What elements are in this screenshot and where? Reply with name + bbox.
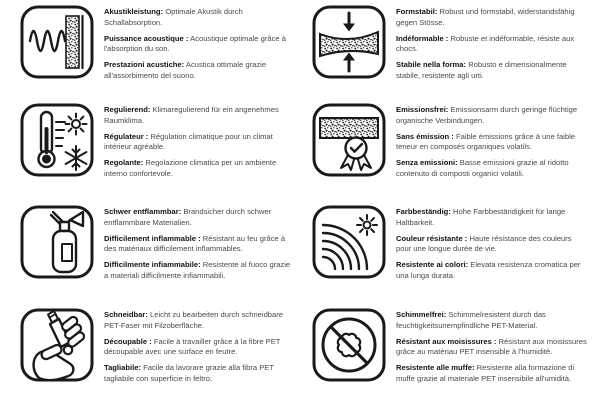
feature-acoustic-texts	[104, 5, 296, 87]
compression-arrows-icon	[312, 5, 386, 79]
text-fr: Découpable : Facile à travailler grâce à la fibre PET découpable avec une surface en feutre.	[104, 336, 281, 357]
feature-mold-free-texts	[396, 308, 588, 390]
text-de: Schwer entflammbar: Brandsicher durch schwer entflammbare Materialien.	[104, 207, 272, 227]
text-de: Akustikleistung: Optimale Akustik durch Schallabsorption.	[104, 7, 243, 27]
text-de: Regulierend: Klimaregulierend für ein angenehmes Raumklima.	[104, 105, 279, 125]
feature-climate-regulation	[20, 103, 312, 205]
hand-cutter-icon	[20, 308, 94, 382]
text-it: Regolante: Regolazione climatica per un ambiente interno confortevole.	[104, 158, 277, 178]
feature-form-stability-texts	[396, 5, 588, 87]
feature-climate-regulation-texts	[104, 103, 296, 185]
no-mold-icon	[312, 308, 386, 382]
feature-flame-retardant-texts	[104, 205, 296, 287]
text-it: Resistente alle muffe: Resistente alla formazione di muffe grazie al materiale PET insensibile all'umidità.	[396, 363, 575, 383]
text-it: Resistente ai colori: Elevata resistenza cromatica per una lunga durata.	[396, 260, 581, 280]
text-it: Stabile nella forma: Robusto e dimensionalmente stabile, resistente agli urti.	[396, 60, 567, 80]
feature-form-stability	[312, 5, 600, 103]
fire-extinguisher-icon	[20, 205, 94, 279]
feature-emission-free-texts	[396, 103, 588, 185]
text-fr: Couleur résistante : Haute résistance des couleurs pour une longue durée de vie.	[396, 233, 572, 254]
feature-flame-retardant	[20, 205, 312, 308]
text-fr: Puissance acoustique : Acoustique optimale grâce à l'absorption du son.	[104, 33, 286, 54]
text-de: Schimmelfrei: Schimmelresistent durch das feuchtigkeitsunempfindliche PET-Material.	[396, 310, 546, 330]
certificate-badge-icon	[312, 103, 386, 177]
text-de: Farbbeständig: Hohe Farbbeständigkeit für lange Haltbarkeit.	[396, 207, 566, 227]
rainbow-sun-icon	[312, 205, 386, 279]
feature-cuttable	[20, 308, 312, 390]
feature-acoustic	[20, 5, 312, 103]
text-fr: Régulateur : Régulation climatique pour un climat intérieur agréable.	[104, 131, 273, 152]
text-de: Schneidbar: Leicht zu bearbeiten durch schneidbare PET-Faser mit Filzoberfläche.	[104, 310, 283, 330]
text-fr: Sans émission : Faible émissions grâce à une faible teneur en composés organiques volatils.	[396, 131, 575, 152]
feature-emission-free	[312, 103, 600, 205]
text-it: Difficilmente infiammabile: Resistente al fuoco grazie a materiali difficilmente infiammabili.	[104, 260, 291, 280]
text-de: Emissionsfrei: Emissionsarm durch geringe flüchtige organische Verbindungen.	[396, 105, 578, 125]
feature-color-fast	[312, 205, 600, 308]
text-fr: Résistant aux moisissures : Résistant aux moisissures grâce au matériau PET insensible à l'humidité.	[396, 336, 587, 357]
text-fr: Difficilement inflammable : Résistant au feu grâce à des matériaux difficilement inflammables.	[104, 233, 286, 254]
text-it: Tagliabile: Facile da lavorare grazie alla fibra PET tagliabile con superficie in feltro.	[104, 363, 274, 383]
feature-cuttable-texts	[104, 308, 296, 390]
feature-color-fast-texts	[396, 205, 588, 287]
text-it: Senza emissioni: Basse emissioni grazie al ridotto contenuto di composti organici volatili.	[396, 158, 569, 178]
sound-absorption-icon	[20, 5, 94, 79]
feature-mold-free	[312, 308, 600, 390]
thermometer-sun-snowflake-icon	[20, 103, 94, 177]
text-it: Prestazioni acustiche: Acustica ottimale grazie all'assorbimento del suono.	[104, 60, 267, 80]
text-fr: Indéformable : Robuste et indéformable, résiste aux chocs.	[396, 33, 575, 54]
text-de: Formstabil: Robust und formstabil, widerstandsfähig gegen Stösse.	[396, 7, 575, 27]
